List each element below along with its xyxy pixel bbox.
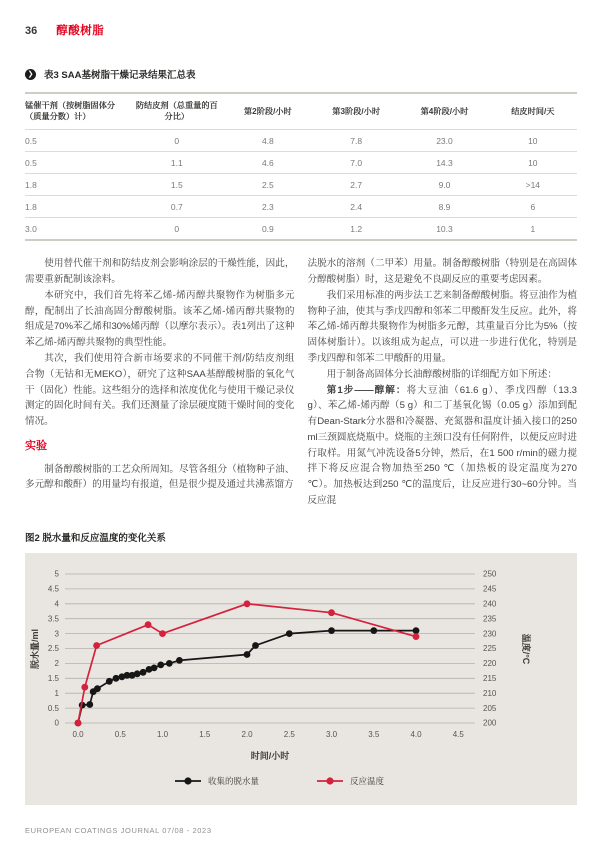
- data-point: [157, 661, 164, 668]
- paragraph: 我们采用标准的两步法工艺来制备醇酸树脂。将豆油作为植物种子油，使其与季戊四醇和邻苯二甲酸酐发生反应。此外，将苯乙烯-烯丙醇共聚物作为树脂多元醇，其重量百分比为5%（按固体树脂计）。以该组成为起点，可以进一步进行优化，特别是季戊四醇和邻苯二甲酸酐的用量。: [307, 289, 577, 364]
- table-row: [25, 196, 577, 218]
- table-cell: 10.3: [400, 218, 488, 241]
- table-cell: 9.0: [400, 174, 488, 196]
- data-point: [145, 621, 152, 628]
- x-axis-tick: 1.5: [199, 729, 211, 739]
- paragraph: 本研究中，我们首先将苯乙烯-烯丙醇共聚物作为树脂多元醇，配制出了长油高固分醇酸树脂。该苯乙烯-烯丙醇共聚物的组成是70%苯乙烯和30%烯丙醇（以摩尔表示）。表1列出了这种苯乙烯-烯丙醇共聚物的典型性能。: [25, 289, 295, 349]
- chevron-right-circle-icon: ❯: [25, 69, 36, 80]
- data-point: [86, 701, 93, 708]
- right-axis-tick: 215: [483, 673, 497, 683]
- data-point: [244, 600, 251, 607]
- table-body: [25, 130, 577, 241]
- table-cell: 1.8: [25, 174, 130, 196]
- left-axis-tick: 1.5: [47, 673, 59, 683]
- legend-marker: [184, 777, 191, 784]
- table-cell: 0.7: [130, 196, 224, 218]
- paragraph: 制备醇酸树脂的工艺众所周知。尽管各组分（植物种子油、多元醇和酸酐）的用量均有报道，但是很少提及通过共沸蒸馏方: [25, 463, 295, 491]
- page-number: 36: [25, 25, 38, 37]
- left-axis-tick: 0: [54, 718, 59, 728]
- right-axis-tick: 240: [483, 599, 497, 609]
- x-axis-tick: 0.5: [114, 729, 126, 739]
- table-cell: 23.0: [400, 130, 488, 152]
- data-point: [151, 664, 158, 671]
- left-axis-tick: 2.5: [47, 644, 59, 654]
- table-cell: 0: [130, 130, 224, 152]
- left-axis-tick: 3: [54, 629, 59, 639]
- table-cell: 0.9: [224, 218, 312, 241]
- table-cell: 2.3: [224, 196, 312, 218]
- left-axis-tick: 3.5: [47, 614, 59, 624]
- right-axis-label: 温度/°C: [521, 633, 531, 665]
- paragraph: 使用替代催干剂和防结皮剂会影响涂层的干燥性能，因此，需要重新配制该涂料。: [25, 258, 295, 285]
- data-point: [81, 684, 88, 691]
- step1-lead: 第1步——醇解：: [326, 384, 407, 396]
- data-point: [370, 627, 377, 634]
- paragraph-step1: [308, 383, 578, 509]
- table-cell: 3.0: [25, 218, 130, 241]
- paragraph: 法脱水的溶剂（二甲苯）用量。制备醇酸树脂（特别是在高固体分醇酸树脂）时，这是避免不良副反应的重要考虑因素。: [307, 258, 577, 285]
- table-cell: 2.7: [312, 174, 400, 196]
- figure2-caption: 图2 脱水量和反应温度的变化关系: [25, 532, 166, 544]
- table-row: [25, 130, 577, 152]
- table-cell: 2.5: [224, 174, 312, 196]
- left-axis-tick: 5: [54, 569, 59, 579]
- x-axis-tick: 1.0: [156, 729, 169, 739]
- table-column-header: 第2阶段/小时: [243, 106, 292, 116]
- figure2-chart-panel: [25, 553, 577, 805]
- table-cell: 7.8: [312, 130, 400, 152]
- x-axis-tick: 2.0: [241, 729, 253, 739]
- table-cell: 1.1: [130, 152, 224, 174]
- table3-caption: 表3 SAA基树脂干燥记录结果汇总表: [44, 70, 196, 81]
- table3-caption-row: [25, 67, 577, 81]
- table-cell: 1.2: [312, 218, 400, 241]
- table-row: [25, 174, 577, 196]
- right-axis-tick: 235: [483, 614, 497, 624]
- right-axis-tick: 250: [483, 569, 497, 579]
- data-point: [328, 627, 335, 634]
- experiment-heading: 实验: [25, 439, 47, 452]
- table-cell: 14.3: [400, 152, 488, 174]
- x-axis-tick: 4.5: [452, 729, 464, 739]
- table-cell: 8.9: [400, 196, 488, 218]
- article-body: [25, 256, 577, 509]
- left-axis-tick: 4: [54, 599, 59, 609]
- data-point: [413, 633, 420, 640]
- x-axis-tick: 0.0: [72, 729, 84, 739]
- legend-label: 收集的脱水量: [208, 775, 260, 786]
- table-cell: 2.4: [312, 196, 400, 218]
- data-point: [159, 630, 166, 637]
- table-cell: 4.6: [224, 152, 312, 174]
- figure2-chart: [25, 553, 577, 805]
- table-cell: >14: [489, 174, 577, 196]
- table-cell: 1.8: [25, 196, 130, 218]
- data-point: [140, 669, 147, 676]
- table-header-row: [25, 93, 577, 130]
- table-cell: 10: [489, 130, 577, 152]
- right-axis-tick: 225: [483, 644, 497, 654]
- legend-item: [317, 776, 385, 786]
- right-axis-tick: 220: [483, 658, 497, 668]
- legend-item: [175, 776, 260, 786]
- table-cell: 6: [489, 196, 577, 218]
- data-point: [134, 670, 141, 677]
- x-axis-tick: 3.0: [325, 729, 338, 739]
- right-axis-tick: 200: [483, 718, 497, 728]
- x-axis-label: 时间/小时: [250, 750, 290, 761]
- table-row: [25, 152, 577, 174]
- data-point: [94, 685, 101, 692]
- data-point: [286, 630, 293, 637]
- left-axis-tick: 2: [54, 658, 59, 668]
- x-axis-tick: 3.5: [368, 729, 380, 739]
- table-cell: 0: [130, 218, 224, 241]
- table3-drying-results: [25, 92, 577, 241]
- paragraph: 其次，我们使用符合新市场要求的不同催干剂/防结皮剂组合物（无钴和无MEKO），研究了这种SAA基醇酸树脂的氧化气干（固化）性能。这些组分的选择和浓度优化与使用干燥记录仪测定的固化时间有关。我们还测量了涂层硬度随干燥时间的变化情况。: [25, 352, 295, 428]
- table-column-header: 第4阶段/小时: [420, 106, 469, 116]
- table-cell: 10: [489, 152, 577, 174]
- data-point: [113, 675, 120, 682]
- data-point: [252, 642, 259, 649]
- left-axis-tick: 4.5: [47, 584, 59, 594]
- legend-label: 反应温度: [350, 775, 385, 786]
- data-point: [75, 719, 82, 726]
- data-point: [176, 657, 183, 664]
- data-point: [328, 609, 335, 616]
- x-axis-tick: 2.5: [283, 729, 295, 739]
- section-title: 醇酸树脂: [56, 25, 105, 37]
- data-point: [166, 660, 173, 667]
- x-axis-tick: 4.0: [410, 729, 422, 739]
- table-cell: 0.5: [25, 130, 130, 152]
- step1-text: 将大豆油（61.6 g）、季戊四醇（13.3 g）、苯乙烯-烯丙醇（5 g）和二丁基氧化锡（0.05 g）添加到配有Dean-Stark分水器和冷凝器、充氮器和温度计插入接口的250 ml三颈圆底烧瓶中。烧瓶的主颈口没有任何附件，以便反应时进行取样。用氮气冲洗设备5分钟，然后，在1 500 r/min的磁力搅拌下将反应混合物加热至250 ℃（加热板的设定温度为270 ℃）。加热板达到250 ℃的温度后，让反应进行30~60分钟。当反应混: [307, 384, 577, 507]
- data-point: [244, 651, 251, 658]
- table-column-header: 第3阶段/小时: [332, 106, 381, 116]
- page-header: [25, 22, 577, 38]
- table-column-header: 锰催干剂（按树脂固体分（质量分数）计）: [25, 101, 116, 122]
- data-point: [413, 627, 420, 634]
- page-footer: EUROPEAN COATINGS JOURNAL 07/08 - 2023: [25, 825, 212, 835]
- table-column-header: 防结皮剂（总重量的百分比）: [135, 101, 218, 122]
- table-row: [25, 218, 577, 241]
- left-column: [25, 256, 295, 509]
- table-cell: 1: [489, 218, 577, 241]
- right-axis-tick: 210: [483, 688, 497, 698]
- table-column-header: 结皮时间/天: [511, 106, 555, 116]
- table-cell: 7.0: [312, 152, 400, 174]
- left-axis-tick: 1: [54, 688, 59, 698]
- table-cell: 4.8: [224, 130, 312, 152]
- data-point: [106, 678, 113, 685]
- table-cell: 1.5: [130, 174, 224, 196]
- right-axis-tick: 245: [483, 584, 497, 594]
- table-cell: 0.5: [25, 152, 130, 174]
- legend-marker: [326, 777, 333, 784]
- right-column: [308, 256, 578, 509]
- left-axis-tick: 0.5: [47, 703, 59, 713]
- paragraph: 用于制备高固体分长油醇酸树脂的详细配方如下所述：: [326, 368, 557, 380]
- right-axis-tick: 230: [483, 629, 497, 639]
- right-axis-tick: 205: [483, 703, 497, 713]
- left-axis-label: 脱水量/ml: [30, 628, 40, 669]
- data-point: [93, 642, 100, 649]
